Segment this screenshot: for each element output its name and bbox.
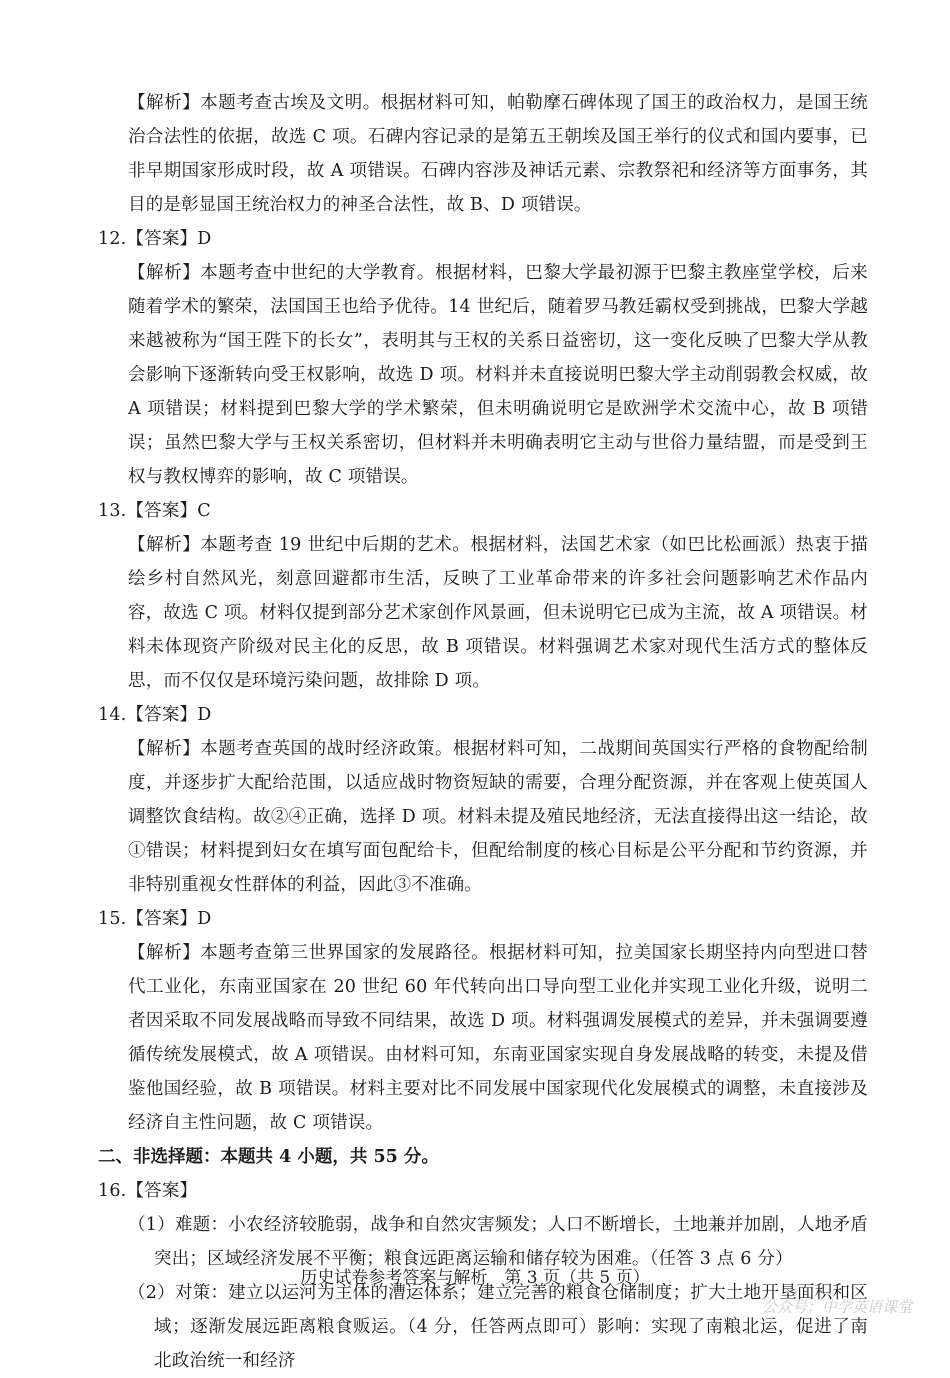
answer-q16-label: 16.【答案】 bbox=[98, 1181, 198, 1201]
analysis-q12: 【解析】本题考查中世纪的大学教育。根据材料，巴黎大学最初源于巴黎主教座堂学校，后来随着学术的繁荣，法国国王也给予优待。14 世纪后，随着罗马教廷霸权受到挑战，巴黎大学越来越被称为“国王陛下的长女”，表明其与王权的关系日益密切，这一变化反映了巴黎大学从教会影响下逐渐转向受王权影响，故选 D 项。材料并未直接说明巴黎大学主动削弱教会权威，故 A 项错误；材料提到巴黎大学的学术繁荣，但未明确说明它是欧洲学术交流中心，故 B 项错误；虽然巴黎大学与王权关系密切，但材料并未明确表明它主动与世俗力量结盟，而是受到王权与教权博弈的影响，故 C 项错误。 bbox=[128, 263, 868, 487]
answer-q16-part2: （2）对策：建立以运河为主体的漕运体系；建立完善的粮食仓储制度；扩大土地开垦面积和区域；逐渐发展远距离粮食贩运。（4 分，任答两点即可）影响：实现了南粮北运，促进了南北政治统一和经济 bbox=[128, 1283, 868, 1371]
answer-page bbox=[98, 86, 868, 1378]
analysis-q15: 【解析】本题考查第三世界国家的发展路径。根据材料可知，拉美国家长期坚持内向型进口替代工业化，东南亚国家在 20 世纪 60 年代转向出口导向型工业化并实现工业化升级，说明二者因采取不同发展战略而导致不同结果，故选 D 项。材料强调发展模式的差异，并未强调要遵循传统发展模式，故 A 项错误。由材料可知，东南亚国家实现自身发展战略的转变，未提及借鉴他国经验，故 B 项错误。材料主要对比不同发展中国家现代化发展模式的调整，未直接涉及经济自主性问题，故 C 项错误。 bbox=[128, 943, 868, 1133]
answer-q14: 14.【答案】D bbox=[98, 705, 212, 725]
answer-q16-part1: （1）难题：小农经济较脆弱，战争和自然灾害频发；人口不断增长，土地兼并加剧，人地矛盾突出；区域经济发展不平衡；粮食远距离运输和储存较为困难。（任答 3 点 6 分） bbox=[128, 1215, 868, 1269]
analysis-q11: 【解析】本题考查古埃及文明。根据材料可知，帕勒摩石碑体现了国王的政治权力，是国王统治合法性的依据，故选 C 项。石碑内容记录的是第五王朝埃及国王举行的仪式和国内要事，已非早期国家形成时段，故 A 项错误。石碑内容涉及神话元素、宗教祭祀和经济等方面事务，其目的是彰显国王统治权力的神圣合法性，故 B、D 项错误。 bbox=[128, 93, 868, 215]
analysis-q14: 【解析】本题考查英国的战时经济政策。根据材料可知，二战期间英国实行严格的食物配给制度，并逐步扩大配给范围，以适应战时物资短缺的需要，合理分配资源，并在客观上使英国人调整饮食结构。故②④正确，选择 D 项。材料未提及殖民地经济，无法直接得出这一结论，故①错误；材料提到妇女在填写面包配给卡，但配给制度的核心目标是公平分配和节约资源，并非特别重视女性群体的利益，因此③不准确。 bbox=[128, 739, 868, 895]
answer-q13: 13.【答案】C bbox=[98, 501, 211, 521]
page-footer: 历史试卷参考答案与解析 第 3 页（共 5 页） bbox=[300, 1268, 650, 1288]
section-heading: 二、非选择题：本题共 4 小题，共 55 分。 bbox=[98, 1147, 439, 1167]
watermark: 公众号：中学英语课堂 bbox=[761, 1298, 912, 1316]
analysis-q13: 【解析】本题考查 19 世纪中后期的艺术。根据材料，法国艺术家（如巴比松画派）热衷于描绘乡村自然风光，刻意回避都市生活，反映了工业革命带来的许多社会问题影响艺术作品内容，故选 C 项。材料仅提到部分艺术家创作风景画，但未说明它已成为主流，故 A 项错误。材料未体现资产阶级对民主化的反思，故 B 项错误。材料强调艺术家对现代生活方式的整体反思，而不仅仅是环境污染问题，故排除 D 项。 bbox=[128, 535, 868, 691]
answer-q15: 15.【答案】D bbox=[98, 909, 212, 929]
answer-q12: 12.【答案】D bbox=[98, 229, 212, 249]
